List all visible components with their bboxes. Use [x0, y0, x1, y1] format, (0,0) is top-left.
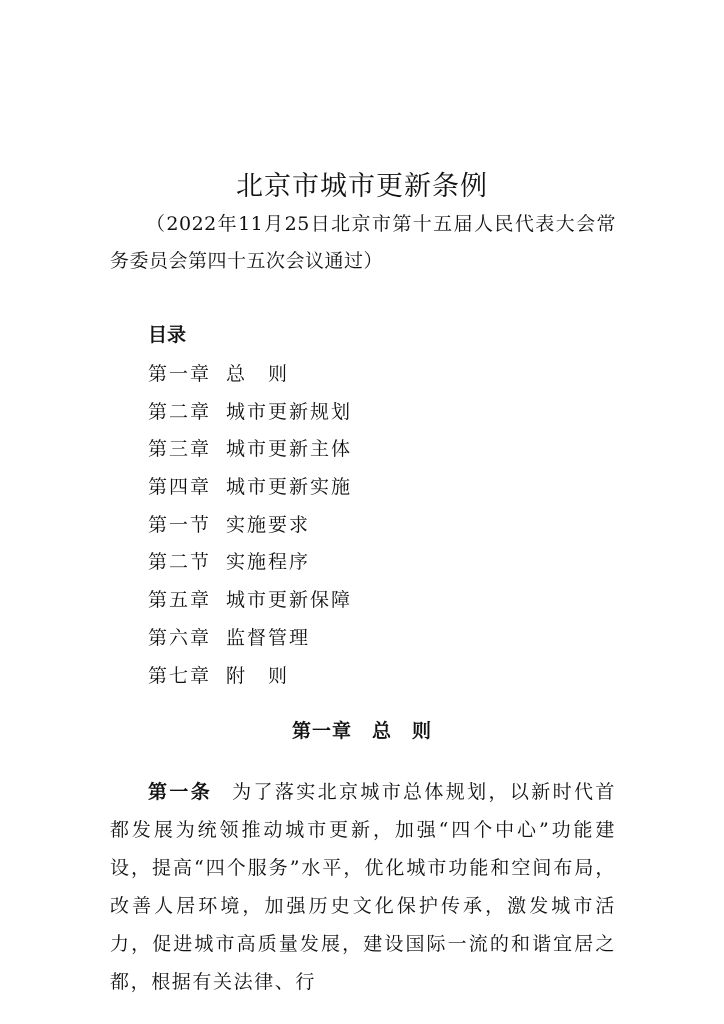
toc-item-number: 第一章 [148, 363, 212, 385]
toc-item-label: 监督管理 [226, 626, 311, 649]
toc-item [148, 507, 352, 545]
toc-item [148, 658, 352, 696]
toc-item [148, 620, 352, 658]
toc-item [148, 544, 352, 582]
toc-item-label: 城市更新主体 [226, 438, 353, 461]
toc-item-label: 附 则 [226, 664, 290, 687]
toc-item-label: 总 则 [226, 363, 290, 385]
toc-item-number: 第五章 [148, 589, 212, 612]
toc-item-number: 第三章 [148, 438, 212, 461]
toc-item [148, 469, 352, 507]
toc-item-number: 第四章 [148, 476, 212, 499]
document-subtitle: （2022年11月25日北京市第十五届人民代表大会常务委员会第四十五次会议通过） [110, 213, 616, 272]
toc-item-label: 城市更新保障 [226, 589, 353, 612]
article-text: 为了落实北京城市总体规划，以新时代首都发展为统领推动城市更新，加强“四个中心”功能建设，提高“四个服务”水平，优化城市功能和空间布局，改善人居环境，加强历史文化保护传承，激发城市活力，促进城市高质量发展，建设国际一流的和谐宜居之都，根据有关法律、行 [110, 781, 616, 993]
toc-item-number: 第七章 [148, 664, 212, 687]
article-label: 第一条 [148, 781, 213, 803]
chapter-heading: 第一章 总 则 [291, 720, 432, 742]
toc-item-number: 第二章 [148, 400, 212, 423]
toc-item-label: 城市更新规划 [226, 400, 353, 423]
toc-heading: 目录 [148, 324, 187, 346]
toc-item-label: 实施要求 [226, 513, 311, 536]
toc-item-label: 城市更新实施 [226, 476, 353, 499]
article-paragraph [110, 773, 616, 1001]
toc-item-label: 实施程序 [226, 551, 311, 574]
toc-item-number: 第一节 [148, 513, 212, 536]
toc-item-number: 第二节 [148, 551, 212, 574]
toc-item [148, 431, 352, 469]
toc-item [148, 356, 352, 394]
table-of-contents [148, 356, 352, 695]
toc-item [148, 394, 352, 432]
toc-item [148, 582, 352, 620]
document-title: 北京市城市更新条例 [236, 171, 488, 202]
toc-item-number: 第六章 [148, 626, 212, 649]
